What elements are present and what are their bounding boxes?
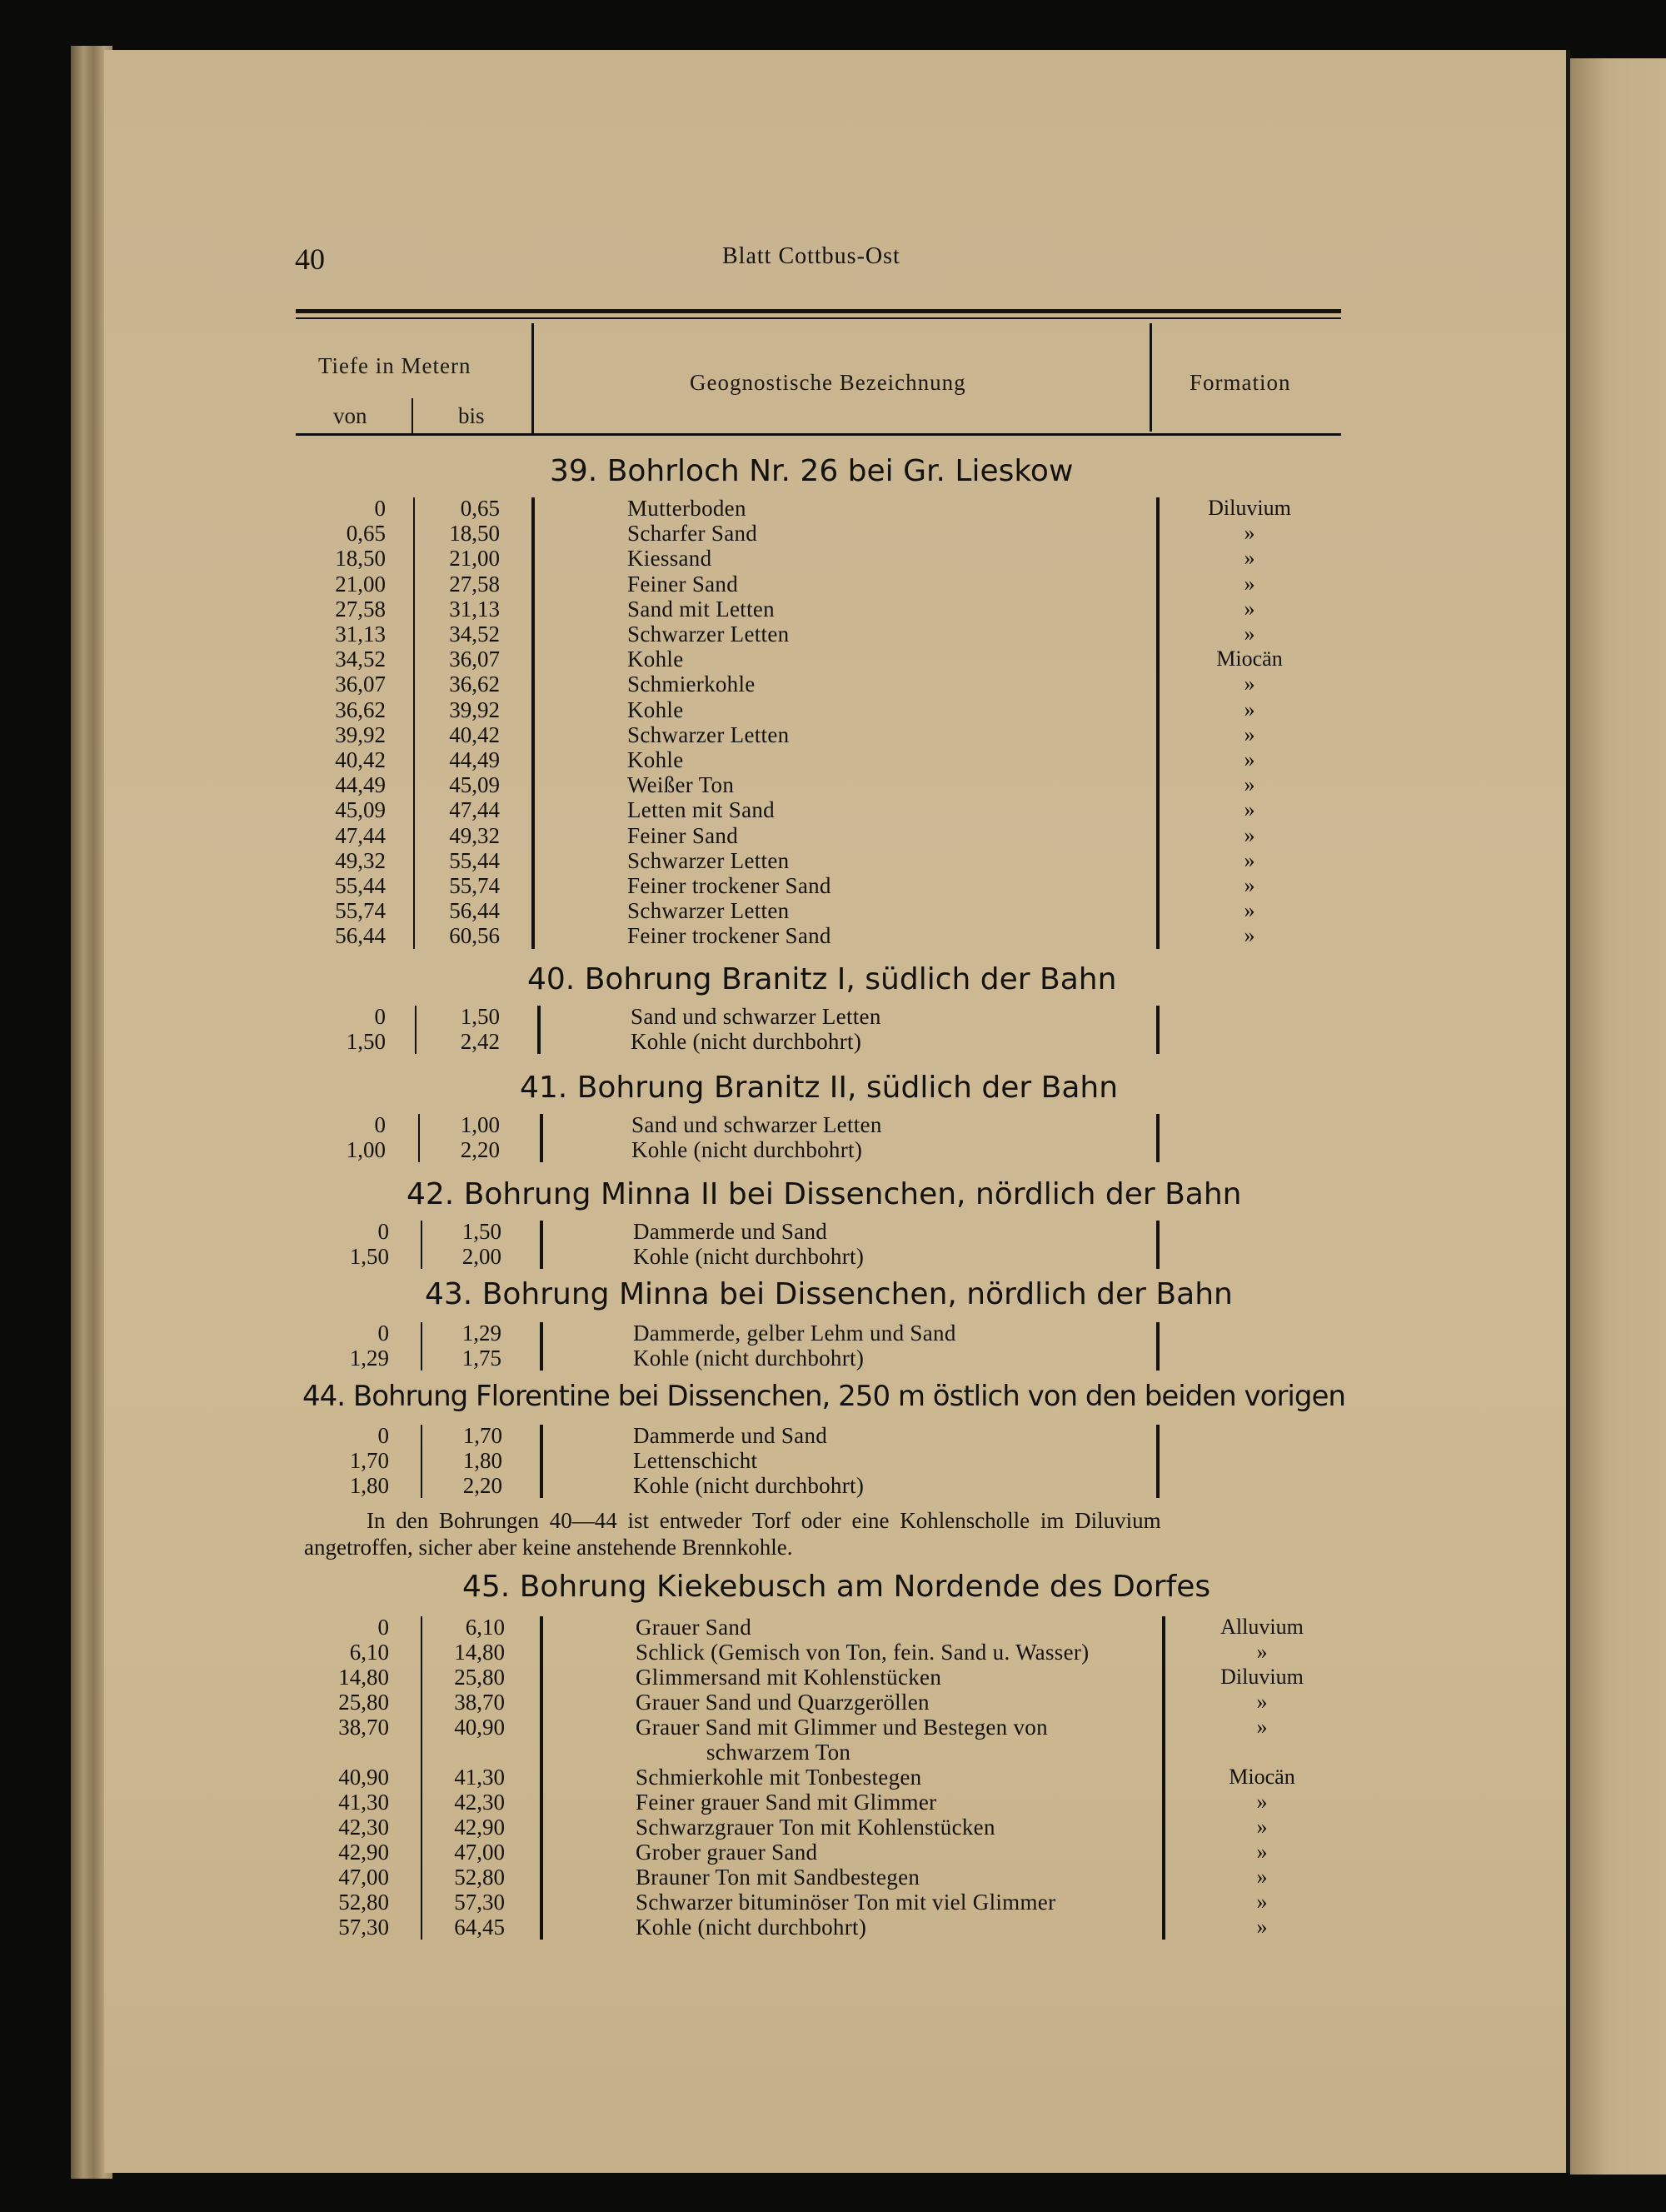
depth-from: 56,44 xyxy=(335,923,386,949)
layer-description: Kohle xyxy=(627,697,684,722)
depth-from: 27,58 xyxy=(335,596,386,622)
formation-label: » xyxy=(1244,722,1255,746)
note-line-1: In den Bohrungen 40—44 ist entweder Torf oder eine Kohlenscholle im Diluvium xyxy=(367,1508,1161,1533)
depth-from: 47,44 xyxy=(335,822,386,848)
layer-description: Grauer Sand xyxy=(636,1615,751,1640)
depth-from: 57,30 xyxy=(338,1915,389,1940)
running-title: Blatt Cottbus-Ost xyxy=(722,243,900,269)
depth-from: 42,90 xyxy=(338,1840,389,1865)
formation-label: Miocän xyxy=(1216,647,1283,672)
header-rule-thick xyxy=(296,309,1341,313)
depth-from: 55,74 xyxy=(335,898,386,924)
depth-from: 18,50 xyxy=(335,546,386,572)
layer-description: Schwarzer Letten xyxy=(627,847,790,873)
layer-description: Kohle (nicht durchbohrt) xyxy=(633,1244,865,1269)
column-rule-von-bis xyxy=(421,1425,422,1498)
formation-label: » xyxy=(1256,1790,1268,1814)
depth-to: 31,13 xyxy=(449,596,500,622)
depth-to: 55,74 xyxy=(449,873,500,898)
layer-description: Feiner trockener Sand xyxy=(627,873,831,898)
column-rule-right xyxy=(1156,1221,1160,1269)
depth-to: 18,50 xyxy=(449,521,500,547)
next-page-edge xyxy=(1570,58,1666,2175)
formation-label: » xyxy=(1244,521,1255,546)
depth-to: 0,65 xyxy=(460,496,500,521)
depth-to: 1,80 xyxy=(462,1448,502,1473)
formation-label: » xyxy=(1256,1690,1268,1714)
header-divider-right xyxy=(1150,323,1152,432)
depth-from: 36,07 xyxy=(335,672,386,697)
header-formation: Formation xyxy=(1190,370,1291,395)
depth-from: 38,70 xyxy=(338,1715,389,1740)
depth-to: 42,30 xyxy=(454,1790,505,1815)
column-rule-von-bis xyxy=(421,1322,422,1371)
header-bis: bis xyxy=(458,403,485,428)
column-rule-left xyxy=(540,1322,543,1371)
column-rule-von-bis xyxy=(418,1114,420,1162)
page-number: 40 xyxy=(295,242,325,276)
formation-label: » xyxy=(1256,1640,1268,1664)
formation-label: » xyxy=(1244,747,1255,771)
layer-description: Schwarzgrauer Ton mit Kohlenstücken xyxy=(636,1815,995,1840)
layer-description: Dammerde, gelber Lehm und Sand xyxy=(633,1321,956,1346)
formation-label: » xyxy=(1256,1915,1268,1939)
layer-description: Dammerde und Sand xyxy=(633,1423,828,1448)
layer-description: Kohle (nicht durchbohrt) xyxy=(633,1473,865,1498)
depth-to: 44,49 xyxy=(449,747,500,772)
depth-from: 1,29 xyxy=(349,1346,389,1371)
column-rule-left xyxy=(540,1114,543,1162)
depth-from: 1,00 xyxy=(346,1137,386,1162)
section-title: 42. Bohrung Minna II bei Dissenchen, nördlich der Bahn xyxy=(407,1177,1242,1211)
depth-from: 0 xyxy=(377,1423,389,1448)
layer-description: Kohle (nicht durchbohrt) xyxy=(636,1915,867,1940)
depth-from: 0 xyxy=(374,1112,386,1137)
depth-from: 41,30 xyxy=(338,1790,389,1815)
depth-to: 1,50 xyxy=(461,1219,501,1244)
layer-description: Feiner Sand xyxy=(627,571,739,597)
layer-description-cont: schwarzem Ton xyxy=(706,1740,851,1765)
layer-description: Kohle (nicht durchbohrt) xyxy=(631,1137,863,1162)
column-rule-left xyxy=(540,1425,543,1498)
depth-to: 1,70 xyxy=(462,1423,502,1448)
depth-to: 40,42 xyxy=(449,722,500,747)
header-von: von xyxy=(333,403,367,428)
header-rule-thin xyxy=(296,317,1341,319)
depth-to: 21,00 xyxy=(449,546,500,572)
depth-to: 36,62 xyxy=(449,672,500,697)
depth-to: 2,00 xyxy=(461,1244,501,1269)
depth-to: 40,90 xyxy=(454,1715,505,1740)
column-rule-right xyxy=(1156,1006,1160,1054)
depth-to: 52,80 xyxy=(454,1865,505,1890)
depth-to: 34,52 xyxy=(449,622,500,647)
layer-description: Glimmersand mit Kohlenstücken xyxy=(636,1665,942,1690)
section-title: 39. Bohrloch Nr. 26 bei Gr. Lieskow xyxy=(550,454,1074,488)
section-title: 40. Bohrung Branitz I, südlich der Bahn xyxy=(527,962,1117,996)
header-depth: Tiefe in Metern xyxy=(318,353,471,378)
depth-from: 0 xyxy=(374,1004,386,1029)
depth-from: 25,80 xyxy=(338,1690,389,1715)
layer-description: Kohle (nicht durchbohrt) xyxy=(633,1346,865,1371)
formation-label: » xyxy=(1256,1865,1268,1889)
header-divider-left xyxy=(531,323,534,435)
depth-from: 55,44 xyxy=(335,873,386,898)
formation-label: Alluvium xyxy=(1220,1615,1304,1639)
depth-from: 6,10 xyxy=(349,1640,389,1665)
formation-label: Miocän xyxy=(1229,1765,1295,1789)
formation-label: » xyxy=(1244,822,1255,847)
layer-description: Schwarzer Letten xyxy=(627,722,790,747)
header-divider-von-bis xyxy=(412,398,413,433)
column-rule-left xyxy=(537,1006,541,1054)
formation-label: Diluvium xyxy=(1220,1665,1304,1689)
column-rule-left xyxy=(540,1221,543,1269)
formation-label: » xyxy=(1244,697,1255,722)
depth-to: 39,92 xyxy=(449,697,500,722)
section-title: 43. Bohrung Minna bei Dissenchen, nördlich der Bahn xyxy=(425,1277,1233,1311)
formation-label: » xyxy=(1256,1715,1268,1739)
layer-description: Sand mit Letten xyxy=(627,596,775,622)
depth-from: 0 xyxy=(374,496,386,521)
layer-description: Brauner Ton mit Sandbestegen xyxy=(636,1865,920,1890)
header-description: Geognostische Bezeichnung xyxy=(690,370,966,395)
layer-description: Grauer Sand und Quarzgeröllen xyxy=(636,1690,930,1715)
column-rule-left xyxy=(540,1616,543,1940)
formation-label: » xyxy=(1244,596,1255,621)
header-rule-bottom xyxy=(296,433,1341,436)
depth-to: 64,45 xyxy=(454,1915,505,1940)
formation-label: » xyxy=(1244,772,1255,797)
section-title: 41. Bohrung Branitz II, südlich der Bahn xyxy=(520,1071,1119,1105)
depth-from: 45,09 xyxy=(335,797,386,823)
depth-from: 49,32 xyxy=(335,847,386,873)
column-rule-von-bis xyxy=(413,497,415,949)
column-rule-right xyxy=(1156,497,1160,949)
depth-from: 21,00 xyxy=(335,571,386,597)
layer-description: Grober grauer Sand xyxy=(636,1840,818,1865)
depth-to: 2,20 xyxy=(460,1137,500,1162)
depth-from: 1,70 xyxy=(349,1448,389,1473)
depth-to: 36,07 xyxy=(449,647,500,672)
layer-description: Feiner Sand xyxy=(627,822,739,848)
layer-description: Schlick (Gemisch von Ton, fein. Sand u. Wasser) xyxy=(636,1640,1090,1665)
depth-from: 0 xyxy=(377,1321,389,1346)
depth-to: 6,10 xyxy=(465,1615,505,1640)
layer-description: Kohle xyxy=(627,647,684,672)
layer-description: Grauer Sand mit Glimmer und Bestegen von xyxy=(636,1715,1048,1740)
column-rule-left xyxy=(531,497,535,949)
layer-description: Feiner trockener Sand xyxy=(627,923,831,949)
column-rule-right xyxy=(1162,1616,1165,1940)
depth-from: 52,80 xyxy=(338,1890,389,1915)
depth-to: 55,44 xyxy=(449,847,500,873)
formation-label: » xyxy=(1244,847,1255,872)
depth-to: 1,29 xyxy=(461,1321,501,1346)
formation-label: » xyxy=(1244,898,1255,923)
depth-from: 40,90 xyxy=(338,1765,389,1790)
depth-from: 34,52 xyxy=(335,647,386,672)
formation-label: » xyxy=(1244,873,1255,897)
column-rule-von-bis xyxy=(421,1616,422,1940)
layer-description: Dammerde und Sand xyxy=(633,1219,828,1244)
formation-label: » xyxy=(1244,672,1255,697)
section-title: 45. Bohrung Kiekebusch am Nordende des Dorfes xyxy=(462,1570,1211,1604)
formation-label: » xyxy=(1244,571,1255,596)
layer-description: Schwarzer Letten xyxy=(627,622,790,647)
section-title: 44. Bohrung Florentine bei Dissenchen, 250 m östlich von den beiden vorigen xyxy=(302,1380,1345,1413)
depth-to: 60,56 xyxy=(449,923,500,949)
depth-from: 31,13 xyxy=(335,622,386,647)
depth-from: 47,00 xyxy=(338,1865,389,1890)
depth-from: 0 xyxy=(377,1615,389,1640)
depth-to: 57,30 xyxy=(454,1890,505,1915)
layer-description: Kiessand xyxy=(627,546,712,572)
column-rule-von-bis xyxy=(415,1006,416,1054)
depth-from: 39,92 xyxy=(335,722,386,747)
depth-from: 1,50 xyxy=(346,1029,386,1054)
column-rule-von-bis xyxy=(421,1221,422,1269)
layer-description: Kohle xyxy=(627,747,684,772)
layer-description: Schwarzer Letten xyxy=(627,898,790,924)
layer-description: Lettenschicht xyxy=(633,1448,758,1473)
layer-description: Letten mit Sand xyxy=(627,797,775,823)
depth-from: 0,65 xyxy=(346,521,386,547)
layer-description: Schwarzer bituminöser Ton mit viel Glimmer xyxy=(636,1890,1056,1915)
note-line-2: angetroffen, sicher aber keine anstehende Brennkohle. xyxy=(304,1535,793,1560)
depth-to: 2,20 xyxy=(462,1473,502,1498)
formation-label: Diluvium xyxy=(1208,496,1291,520)
depth-from: 1,50 xyxy=(349,1244,389,1269)
depth-to: 47,44 xyxy=(449,797,500,823)
layer-description: Weißer Ton xyxy=(627,772,735,798)
depth-to: 1,50 xyxy=(460,1004,500,1029)
formation-label: » xyxy=(1256,1815,1268,1839)
depth-from: 40,42 xyxy=(335,747,386,772)
depth-from: 0 xyxy=(377,1219,389,1244)
depth-to: 27,58 xyxy=(449,571,500,597)
column-rule-right xyxy=(1156,1114,1160,1162)
depth-to: 14,80 xyxy=(454,1640,505,1665)
layer-description: Sand und schwarzer Letten xyxy=(631,1004,881,1029)
formation-label: » xyxy=(1244,546,1255,571)
formation-label: » xyxy=(1256,1840,1268,1864)
depth-from: 42,30 xyxy=(338,1815,389,1840)
layer-description: Sand und schwarzer Letten xyxy=(631,1112,882,1137)
depth-from: 14,80 xyxy=(338,1665,389,1690)
layer-description: Mutterboden xyxy=(627,496,746,521)
layer-description: Kohle (nicht durchbohrt) xyxy=(631,1029,862,1054)
depth-to: 56,44 xyxy=(449,898,500,924)
formation-label: » xyxy=(1244,797,1255,822)
depth-from: 1,80 xyxy=(349,1473,389,1498)
depth-to: 49,32 xyxy=(449,822,500,848)
depth-to: 42,90 xyxy=(454,1815,505,1840)
depth-to: 2,42 xyxy=(460,1029,500,1054)
layer-description: Schmierkohle mit Tonbestegen xyxy=(636,1765,922,1790)
formation-label: » xyxy=(1256,1890,1268,1914)
formation-label: » xyxy=(1244,622,1255,646)
layer-description: Scharfer Sand xyxy=(627,521,758,547)
column-rule-right xyxy=(1156,1425,1160,1498)
depth-to: 41,30 xyxy=(454,1765,505,1790)
depth-from: 36,62 xyxy=(335,697,386,722)
depth-from: 44,49 xyxy=(335,772,386,798)
depth-to: 47,00 xyxy=(454,1840,505,1865)
column-rule-right xyxy=(1156,1322,1160,1371)
depth-to: 25,80 xyxy=(454,1665,505,1690)
depth-to: 1,00 xyxy=(460,1112,500,1137)
layer-description: Feiner grauer Sand mit Glimmer xyxy=(636,1790,937,1815)
depth-to: 1,75 xyxy=(461,1346,501,1371)
depth-to: 45,09 xyxy=(449,772,500,798)
layer-description: Schmierkohle xyxy=(627,672,756,697)
depth-to: 38,70 xyxy=(454,1690,505,1715)
formation-label: » xyxy=(1244,923,1255,948)
